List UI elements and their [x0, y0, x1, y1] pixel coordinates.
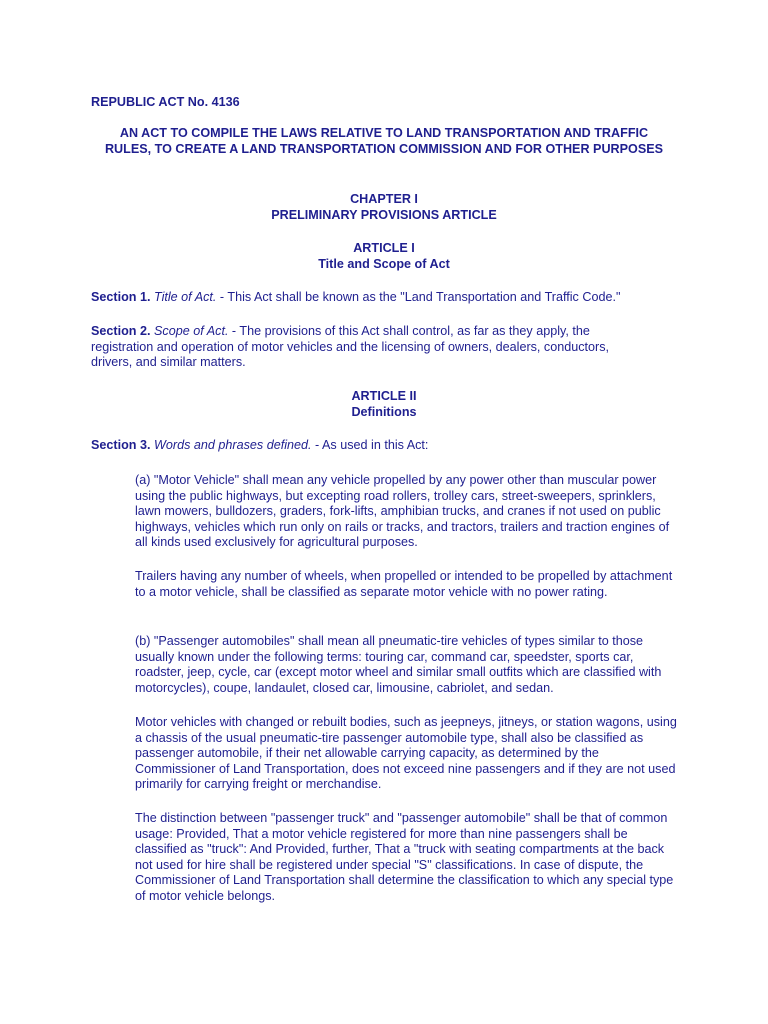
section-1-text: - This Act shall be known as the "Land Transportation and Traffic Code." [216, 290, 621, 304]
chapter-heading [60, 192, 708, 223]
article-2-heading [60, 389, 708, 420]
section-1-label: Section 1. [91, 290, 151, 304]
definition-paragraph: The distinction between "passenger truck" and "passenger automobile" shall be that of common usage: Provided, That a motor vehicle registered for more than nine passengers shall be classified as "truck": And Provided, further, That a "truck with seating compartments at the back not used for hire shall be registered under special "S" classifications. In case of dispute, the Commissioner of Land Transportation shall determine the classification to which any special type of motor vehicle belongs. [135, 811, 674, 903]
section-2-text: - The provisions of this Act shall control, as far as they apply, the registration and operation of motor vehicles and the licensing of owners, dealers, conductors, drivers, and similar matters. [91, 324, 610, 370]
act-title: AN ACT TO COMPILE THE LAWS RELATIVE TO LAND TRANSPORTATION AND TRAFFIC RULES, TO CREATE A LAND TRANSPORTATION COMMISSION AND FOR OTHER PURPOSES [104, 126, 664, 156]
section-1-heading: Title of Act. [154, 290, 217, 304]
section-3-label: Section 3. [91, 438, 151, 452]
act-number: REPUBLIC ACT No. 4136 [91, 95, 240, 109]
definition-paragraph: Trailers having any number of wheels, when propelled or intended to be propelled by attachment to a motor vehicle, shall be classified as separate motor vehicle with no power rating. [135, 569, 673, 599]
section-2-label: Section 2. [91, 324, 151, 338]
definition-paragraph: Motor vehicles with changed or rebuilt bodies, such as jeepneys, jitneys, or station wagons, using a chassis of the usual pneumatic-tire passenger automobile type, shall also be classified as passenger automobile, if their net allowable carrying capacity, as determined by the Commissioner of Land Transportation, does not exceed nine passengers and if they are not used primarily for carrying freight or merchandise. [135, 715, 677, 792]
section-3 [91, 438, 691, 454]
definition-paragraph: (a) "Motor Vehicle" shall mean any vehicle propelled by any power other than muscular power using the public highways, but excepting road rollers, trolley cars, street-sweepers, sprinklers, lawn mowers, bulldozers, graders, fork-lifts, amphibian trucks, and cranes if not used on public highways, vehicles which run only on rails or tracks, and tractors, trailers and traction engines of all kinds used exclusively for agricultural purposes. [135, 473, 670, 550]
article-1-number: ARTICLE I [353, 241, 415, 255]
article-2-title: Definitions [351, 404, 417, 419]
article-2-number: ARTICLE II [351, 389, 417, 403]
section-2 [91, 324, 651, 371]
article-1-title: Title and Scope of Act [318, 256, 450, 271]
chapter-number: CHAPTER I [350, 192, 418, 206]
chapter-title: PRELIMINARY PROVISIONS ARTICLE [271, 207, 497, 222]
section-3-heading: Words and phrases defined. [154, 438, 312, 452]
definition-paragraph: (b) "Passenger automobiles" shall mean all pneumatic-tire vehicles of types similar to those usually known under the following terms: touring car, command car, speedster, sports car, roadster, jeep, cycle, car (except motor wheel and similar small outfits which are classified with motorcycles), coupe, landaulet, closed car, limousine, cabriolet, and sedan. [135, 634, 662, 695]
section-1 [91, 290, 691, 306]
article-1-heading [60, 241, 708, 272]
section-3-text: - As used in this Act: [311, 438, 429, 452]
section-2-heading: Scope of Act. [154, 324, 229, 338]
